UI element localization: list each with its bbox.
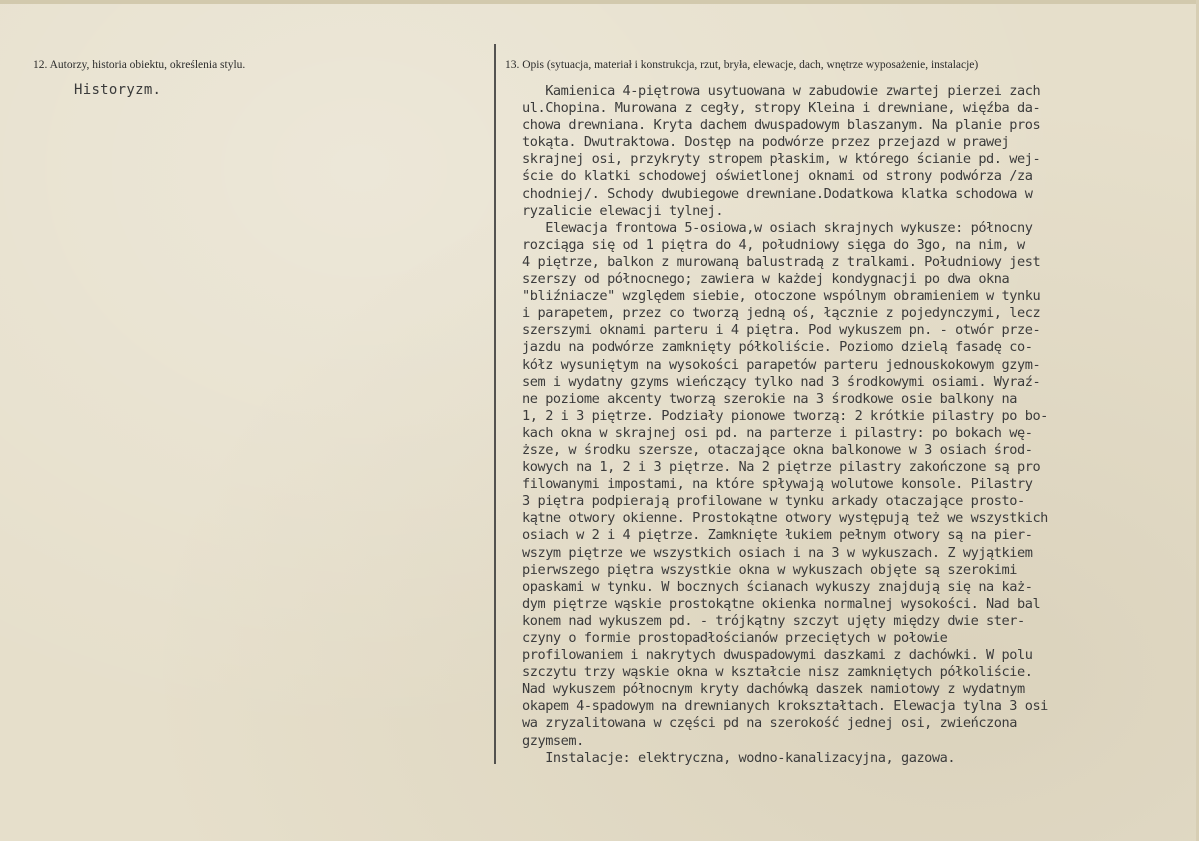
description-line: czyny o formie prostopadłościanów przeciętych w połowie <box>522 630 948 646</box>
description-line: szerszymi oknami parteru i 4 piętra. Pod wykuszem pn. - otwór prze- <box>522 322 1041 339</box>
description-line: i parapetem, przez co tworzą jedną oś, łącznie z pojedynczymi, lecz <box>522 305 1041 322</box>
description-line: Instalacje: elektryczna, wodno-kanalizacyjna, gazowa. <box>522 749 956 766</box>
description-line: wa zryzalitowana w części pd na szerokość jednej osi, zwieńczona <box>522 715 1017 732</box>
description-line: rozciąga się od 1 piętra do 4, południowy sięga do 3go, na nim, w <box>522 236 1025 253</box>
page-edge-top <box>0 0 1199 4</box>
description-line: ższe, w środku szersze, otaczające okna balkonowe w 3 osiach środ- <box>522 441 1033 458</box>
section-12-label: 12. Autorzy, historia obiektu, określenia stylu. <box>33 59 246 71</box>
description-line: Nad wykuszem północnym kryty dachówką daszek namiotowy z wydatnym <box>522 681 1025 698</box>
description-line: wszym piętrze we wszystkich osiach i na 3 w wykuszach. Z wyjątkiem <box>522 544 1033 561</box>
description-text <box>522 83 1198 767</box>
description-line: ście do klatki schodowej oświetlonej oknami od strony podwórza /za <box>522 168 1033 185</box>
description-line: chowa drewniana. Kryta dachem dwuspadowym blaszanym. Na planie pros <box>522 117 1041 134</box>
description-line: dym piętrze wąskie prostokątne okienka normalnej wysokości. Nad bal <box>522 595 1041 612</box>
description-line: szerszy od północnego; zawiera w każdej kondygnacji po dwa okna <box>522 271 1010 288</box>
description-line: filowanymi impostami, na które spływają wolutowe konsole. Pilastry <box>522 476 1033 493</box>
description-line: szczytu trzy wąskie okna w kształcie nisz zamkniętych półkoliście. <box>522 664 1033 681</box>
description-line: ul.Chopina. Murowana z cegły, stropy Kleina i drewniane, więźba da- <box>522 100 1041 117</box>
column-divider <box>494 44 496 764</box>
section-13-label: 13. Opis (sytuacja, materiał i konstrukcja, rzut, bryła, elewacje, dach, wnętrze wyposażenie, instalacje) <box>505 59 979 71</box>
description-line: Elewacja frontowa 5-osiowa,w osiach skrajnych wykusze: północny <box>522 219 1033 236</box>
description-line: pierwszego piętra wszystkie okna w wykuszach objęte są szerokimi <box>522 561 1017 578</box>
description-line: "bliźniacze" względem siebie, otoczone wspólnym obramieniem w tynku <box>522 288 1041 305</box>
description-line: chodniej/. Schody dwubiegowe drewniane.Dodatkowa klatka schodowa w <box>522 185 1033 202</box>
description-line: kółz wysuniętym na wysokości parapetów parteru jednouskokowym gzym- <box>522 356 1041 373</box>
description-line: kach okna w skrajnej osi pd. na parterze i pilastry: po bokach wę- <box>522 424 1033 441</box>
description-line: sem i wydatny gzyms wieńczący tylko nad 3 środkowymi osiami. Wyraź- <box>522 373 1041 390</box>
description-line: okapem 4-spadowym na drewnianych krokształtach. Elewacja tylna 3 osi <box>522 698 1048 715</box>
description-line: opaskami w tynku. W bocznych ścianach wykuszy znajdują się na każ- <box>522 578 1033 595</box>
description-line: profilowaniem i nakrytych dwuspadowymi daszkami z dachówki. W polu <box>522 647 1033 664</box>
description-line: ryzalicie elewacji tylnej. <box>522 202 724 219</box>
description-line: kątne otwory okienne. Prostokątne otwory występują też we wszystkich <box>522 510 1048 527</box>
description-line: kowych na 1, 2 i 3 piętrze. Na 2 piętrze pilastry zakończone są pro <box>522 459 1041 476</box>
description-line: gzymsem. <box>522 732 584 749</box>
description-line: ne poziome akcenty tworzą szerokie na 3 środkowe osie balkony na <box>522 390 1017 407</box>
description-line: 1, 2 i 3 piętrze. Podziały pionowe tworzą: 2 krótkie pilastry po bo- <box>522 407 1048 424</box>
description-line: 3 piętra podpierają profilowane w tynku arkady otaczające prosto- <box>522 493 1025 510</box>
description-line: 4 piętrze, balkon z murowaną balustradą z tralkami. Południowy jest <box>522 253 1041 270</box>
description-line: tokąta. Dwutraktowa. Dostęp na podwórze przez przejazd w prawej <box>522 134 1010 151</box>
description-line: Kamienica 4-piętrowa usytuowana w zabudowie zwartej pierzei zach <box>522 83 1041 99</box>
style-value: Historyzm. <box>74 82 162 98</box>
description-line: skrajnej osi, przykryty stropem płaskim, w którego ścianie pd. wej- <box>522 151 1041 168</box>
description-line: jazdu na podwórze zamknięty półkoliście. Poziomo dzielą fasadę co- <box>522 339 1033 356</box>
description-line: konem nad wykuszem pd. - trójkątny szczyt ujęty między dwie ster- <box>522 612 1025 629</box>
description-line: osiach w 2 i 4 piętrze. Zamknięte łukiem pełnym otwory są na pier- <box>522 527 1033 544</box>
